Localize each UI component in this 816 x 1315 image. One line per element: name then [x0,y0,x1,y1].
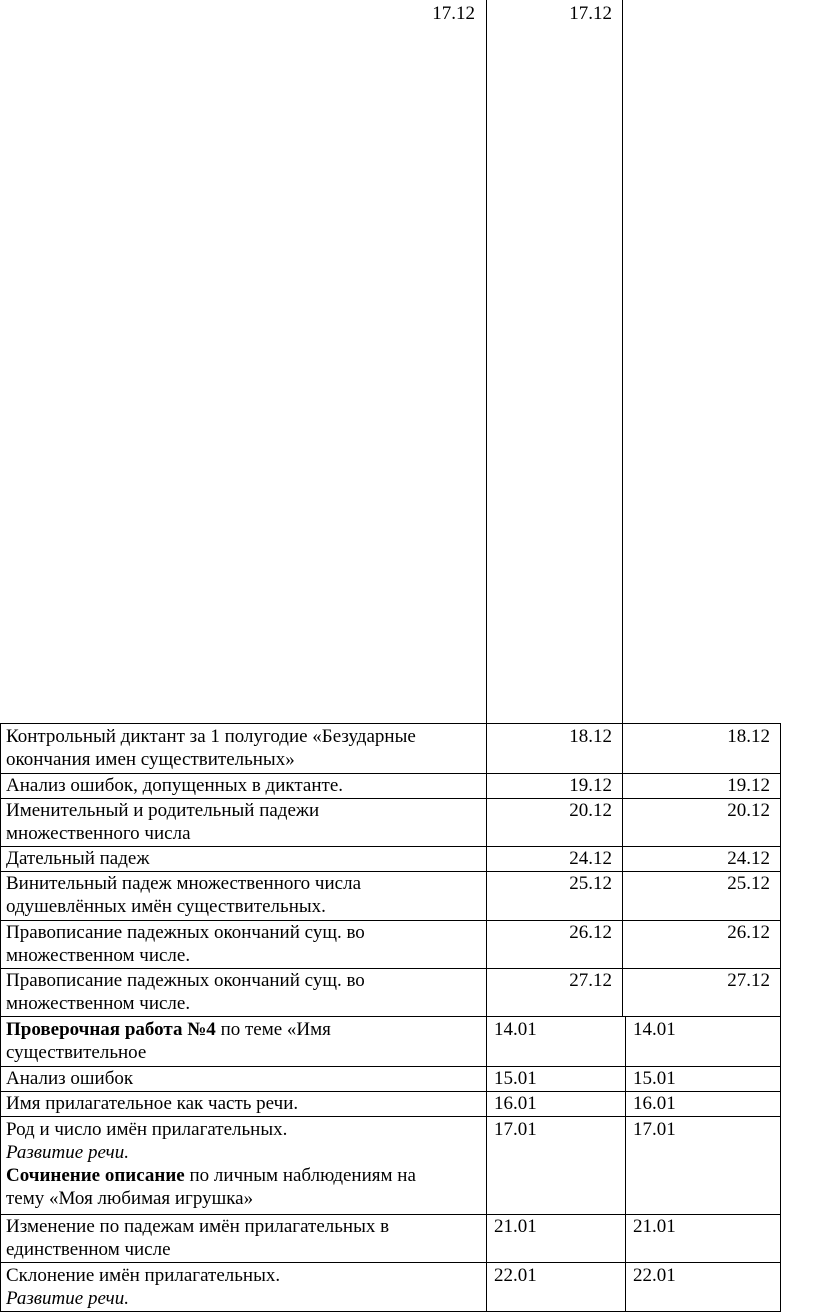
actual-date: 24.12 [727,848,770,869]
planned-date: 17.01 [494,1119,537,1140]
col-border-topic [486,723,487,1016]
actual-date: 25.12 [727,873,770,894]
actual-date: 21.01 [633,1216,676,1237]
planned-date: 20.12 [569,800,612,821]
actual-date: 15.01 [633,1068,676,1089]
topic-cell: Дательный падеж [6,848,150,869]
planned-date: 16.01 [494,1093,537,1114]
col-border-left [0,723,1,1312]
planned-date: 15.01 [494,1068,537,1089]
topic-cell: Винительный падеж множественного числа одушевлённых имён существительных. [6,873,361,917]
table-rule [0,1116,781,1117]
planned-date: 14.01 [494,1019,537,1040]
topic-cell: Проверочная работа №4 по теме «Имя существительное [6,1019,331,1063]
actual-date: 17.01 [633,1119,676,1140]
actual-date: 16.01 [633,1093,676,1114]
topic-cell: Склонение имён прилагательных. Развитие речи. [6,1265,281,1309]
topic-cell: Имя прилагательное как часть речи. [6,1093,299,1114]
topic-cell: Анализ ошибок [6,1068,134,1089]
col-border-topic [486,1016,487,1312]
top-date-actual: 17.12 [569,3,612,24]
col-border-dates [625,1016,626,1312]
planned-date: 19.12 [569,775,612,796]
table-rule [0,723,781,724]
actual-date: 18.12 [727,726,770,747]
actual-date: 26.12 [727,922,770,943]
planned-date: 27.12 [569,970,612,991]
actual-date: 27.12 [727,970,770,991]
table-rule [0,1262,781,1263]
actual-date: 14.01 [633,1019,676,1040]
topic-cell: Именительный и родительный падежи множественного числа [6,800,320,844]
topic-cell: Контрольный диктант за 1 полугодие «Безударные окончания имен существительных» [6,726,416,770]
planned-date: 21.01 [494,1216,537,1237]
table-rule [0,1016,781,1017]
col-border-dates [622,723,623,1016]
topic-cell: Правописание падежных окончаний сущ. во множественном числе. [6,922,365,966]
planned-date: 18.12 [569,726,612,747]
planned-date: 26.12 [569,922,612,943]
actual-date: 19.12 [727,775,770,796]
top-date-planned: 17.12 [432,3,475,24]
planned-date: 22.01 [494,1265,537,1286]
topic-cell: Род и число имён прилагательных. Развитие речи. Сочинение описание по личным наблюдениям на тему «Моя любимая игрушка» [6,1119,416,1209]
top-col-border-left [486,0,487,723]
topic-cell: Изменение по падежам имён прилагательных в единственном числе [6,1216,390,1260]
topic-cell: Анализ ошибок, допущенных в диктанте. [6,775,343,796]
topic-cell: Правописание падежных окончаний сущ. во множественном числе. [6,970,365,1014]
actual-date: 20.12 [727,800,770,821]
planned-date: 25.12 [569,873,612,894]
actual-date: 22.01 [633,1265,676,1286]
top-col-border-right [622,0,623,723]
col-border-right [780,723,781,1312]
planned-date: 24.12 [569,848,612,869]
table-rule [0,1311,781,1312]
